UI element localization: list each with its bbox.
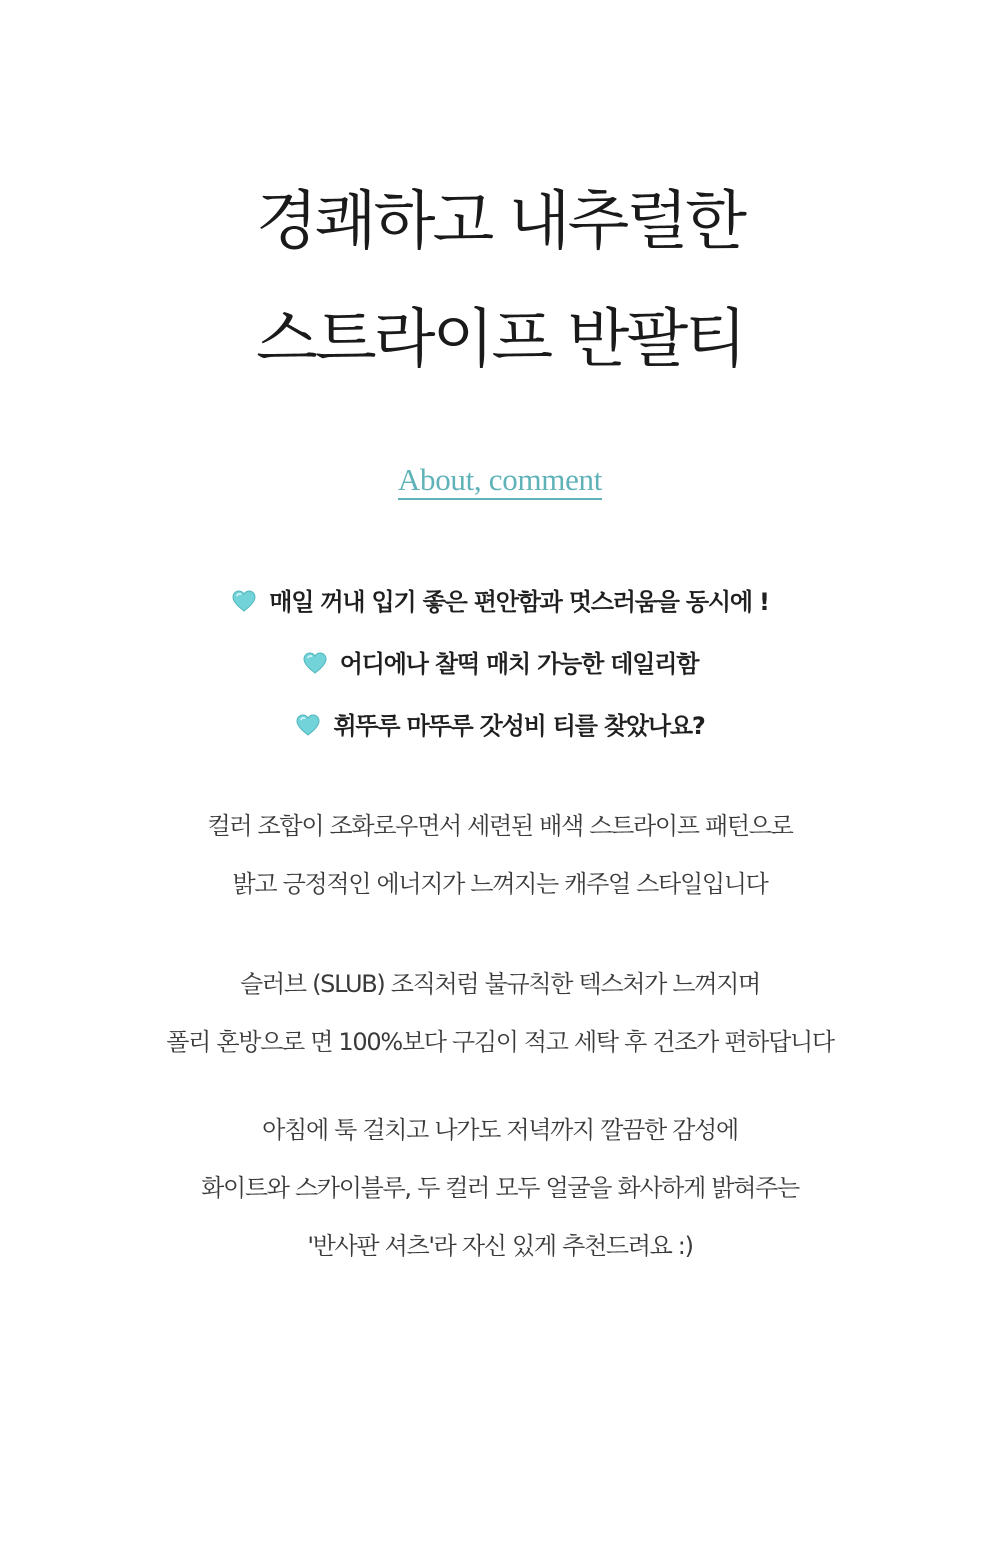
body-line: 컬러 조합이 조화로우면서 세련된 배색 스트라이프 패턴으로 xyxy=(207,812,793,840)
body-line: '반사판 셔츠'라 자신 있게 추천드려요 :) xyxy=(307,1232,693,1260)
title-line-2: 스트라이프 반팔티 xyxy=(256,303,744,377)
body-line: 슬러브 (SLUB) 조직처럼 불규칙한 텍스처가 느껴지며 xyxy=(240,970,760,998)
point-item xyxy=(0,706,1000,741)
point-item xyxy=(0,582,1000,617)
body-line: 아침에 툭 걸치고 나가도 저녁까지 깔끔한 감성에 xyxy=(262,1116,738,1144)
body-line: 폴리 혼방으로 면 100%보다 구김이 적고 세탁 후 건조가 편하답니다 xyxy=(166,1028,834,1056)
light-blue-heart-icon xyxy=(295,713,321,737)
about-comment-heading xyxy=(0,462,1000,498)
body-line: 화이트와 스카이블루, 두 컬러 모두 얼굴을 화사하게 밝혀주는 xyxy=(201,1174,799,1202)
light-blue-heart-icon xyxy=(231,589,257,613)
point-text: 매일 꺼내 입기 좋은 편안함과 멋스러움을 동시에 ! xyxy=(269,588,769,616)
body-line: 밝고 긍정적인 에너지가 느껴지는 캐주얼 스타일입니다 xyxy=(232,870,768,898)
title-line-1: 경쾌하고 내추럴한 xyxy=(256,185,744,259)
light-blue-heart-icon xyxy=(302,651,328,675)
point-text: 휘뚜루 마뚜루 갓성비 티를 찾았나요? xyxy=(333,712,705,740)
point-item xyxy=(0,644,1000,679)
point-text: 어디에나 찰떡 매치 가능한 데일리함 xyxy=(339,650,699,678)
about-comment-label: About, comment xyxy=(398,462,602,500)
